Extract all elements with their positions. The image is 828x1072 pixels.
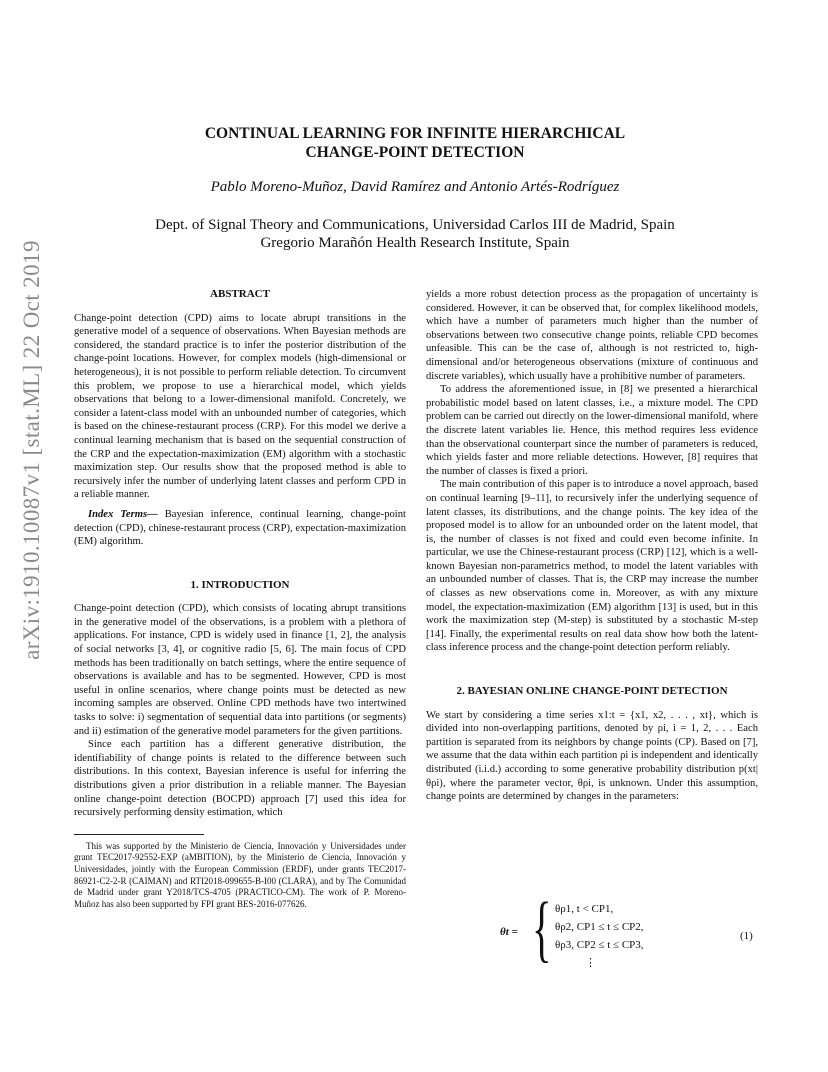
right-paragraph-3: The main contribution of this paper is to introduce a novel approach, based on continual learning [9–11], to recursively infer the underlying sequence of latent classes, its distributions, and the change points. The key idea of the proposed model is to allow for an unbounded order on the latent model, that is, the number of classes is not fixed and could even become infinite. In particular, we use the Chinese-restaurant process (CRP) [12], which is a well-known Bayesian non-parametrics method, to model the latent variables with an unbounded number of classes. That is, the CRP may increase the number of classes as new observations come in. Moreover, as with any mixture model, the expectation-maximization (EM) algorithm [13] is used, but in this work the maximization step (M-step) is substituted by a stochastic M-step [14]. Finally, the experimental results on real data show how both the latent-class inference process and the change-point detection perform reliably. <box>426 479 759 654</box>
footnote-rule <box>74 834 204 835</box>
intro-paragraph-2: Since each partition has a different generative distribution, the identifiability of change points is related to the difference between such distributions. In this context, Bayesian inference is useful for inferring the distributions given a prior distribution in a reliable manner. The Bayesian online change-point detection (BOCPD) approach [7] used this idea for recursively performing density estimation, which <box>74 739 406 819</box>
equation-case-4: ⋮ <box>585 957 596 969</box>
affiliation-2: Gregorio Marañón Health Research Institute, Spain <box>260 235 570 251</box>
right-paragraph-4: We start by considering a time series x1:t = {x1, x2, . . . , xt}, which is divided into non-overlapping partitions, denoted by ρi, i = 1, 2, . . . Each partition is separated from its neighbors by change points (CP). Based on [7], we assume that the data within each partition ρi is independent and identically distributed (i.i.d.) according to some generative probability distribution p(xt|θρi), where the parameter vector, θρi, is unknown. Under this assumption, change points are determined by changes in the parameters: <box>426 709 758 803</box>
paper-title <box>100 124 730 162</box>
equation-number: (1) <box>740 930 753 942</box>
authors: Pablo Moreno-Muñoz, David Ramírez and Antonio Artés-Rodríguez <box>210 179 620 195</box>
equation-1 <box>500 888 800 970</box>
equation-case-1: θρ1, t < CP1, <box>555 903 614 915</box>
right-column <box>426 288 758 804</box>
left-column <box>74 288 406 910</box>
section-2-heading: 2. BAYESIAN ONLINE CHANGE-POINT DETECTION <box>456 685 728 698</box>
footnote: This was supported by the Ministerio de Ciencia, Innovación y Universidades under grant TEC2017-92552-EXP (aMBITION), by the Ministerio de Ciencia, Innovación y Universidades, jointly with the European Commission (ERDF), under grants TEC2017-86921-C2-2-R (CAIMAN) and RTI2018-099655-B-I00 (CLARA), and by The Comunidad de Madrid under grant Y2018/TCS-4705 (PRACTICO-CM). The work of P. Moreno-Muñoz has also been supported by FPI grant BES-2016-077626. <box>74 840 406 909</box>
equation-case-2: θρ2, CP1 ≤ t ≤ CP2, <box>555 921 644 933</box>
equation-case-3: θρ3, CP2 ≤ t ≤ CP3, <box>555 939 644 951</box>
title-line-2: CHANGE-POINT DETECTION <box>305 144 525 161</box>
right-paragraph-2: To address the aforementioned issue, in [8] we presented a hierarchical probabilistic model based on latent classes, i.e., a mixture model. The CPD problem can be carried out directly on the lower-dimensional manifold, where the discrete latent variables lie. Hence, this method requires less evidence than the observational counterpart since the number of parameters is reduced, which yields faster and more reliable detections. However, [8] requires that the number of classes is fixed a priori. <box>426 384 758 477</box>
equation-lhs: θt = <box>500 926 518 938</box>
affiliation-1: Dept. of Signal Theory and Communications, Universidad Carlos III de Madrid, Spain <box>155 217 675 233</box>
affiliations <box>100 216 730 252</box>
abstract-heading: ABSTRACT <box>210 288 270 300</box>
index-terms <box>74 508 406 549</box>
equation-cases <box>555 900 644 972</box>
intro-heading: 1. INTRODUCTION <box>190 578 290 591</box>
right-paragraph-1: yields a more robust detection process as the propagation of uncertainty is considered. However, it can be observed that, for complex likelihood models, which have a number of parameters much higher than the number of observations between two consecutive change points, reliable CPD becomes unfeasible. This can be the case of, although is not restricted to, high-dimensional and/or heterogeneous observations (mixture of continuous and discrete variables), which usually have a prohibitive number of parameters. <box>426 289 758 382</box>
abstract-text: Change-point detection (CPD) aims to locate abrupt transitions in the generative model of a sequence of observations. When Bayesian methods are considered, the standard practice is to infer the posterior distribution of the change-point locations. However, for complex models (high-dimensional or heterogeneous), it is not possible to perform reliable detection. To circumvent this problem, we propose to use a hierarchical model, which yields observations that belong to a lower-dimensional manifold. Concretely, we consider a latent-class model with an unbounded number of categories, which is based on the chinese-restaurant process (CRP). For this model we derive a continual learning mechanism that is based on the sequential construction of the CRP and the expectation-maximization (EM) algorithm with a stochastic maximization step. Our results show that the proposed method is able to recursively infer the number of underlying latent classes and perform CPD in a reliable manner. <box>74 312 406 501</box>
arxiv-stamp: arXiv:1910.10087v1 [stat.ML] 22 Oct 2019 <box>19 240 44 660</box>
intro-paragraph-1: Change-point detection (CPD), which consists of locating abrupt transitions in the generative model of the observations, is a problem with a plethora of applications. For instance, CPD is widely used in finance [1, 2], the analysis of social networks [3, 4], or cognitive radio [5, 6]. The main focus of CPD methods has been traditionally on batch settings, where the entire sequence of observations is available and has to be segmented. However, CPD is most useful in online scenarios, where change points must be detected as new incoming samples are observed. Online CPD methods have two intertwined tasks to solve: i) segmentation of sequential data into partitions (or segments) and ii) estimation of the generative model parameters for the given partitions. <box>74 603 406 737</box>
index-terms-text: Bayesian inference, continual learning, change-point detection (CPD), chinese-restaurant process (CRP), expectation-maximization (EM) algorithm. <box>74 508 406 548</box>
title-line-1: CONTINUAL LEARNING FOR INFINITE HIERARCHICAL <box>204 125 626 142</box>
equation-brace: { <box>532 888 552 970</box>
index-terms-label: Index Terms— <box>88 508 158 520</box>
